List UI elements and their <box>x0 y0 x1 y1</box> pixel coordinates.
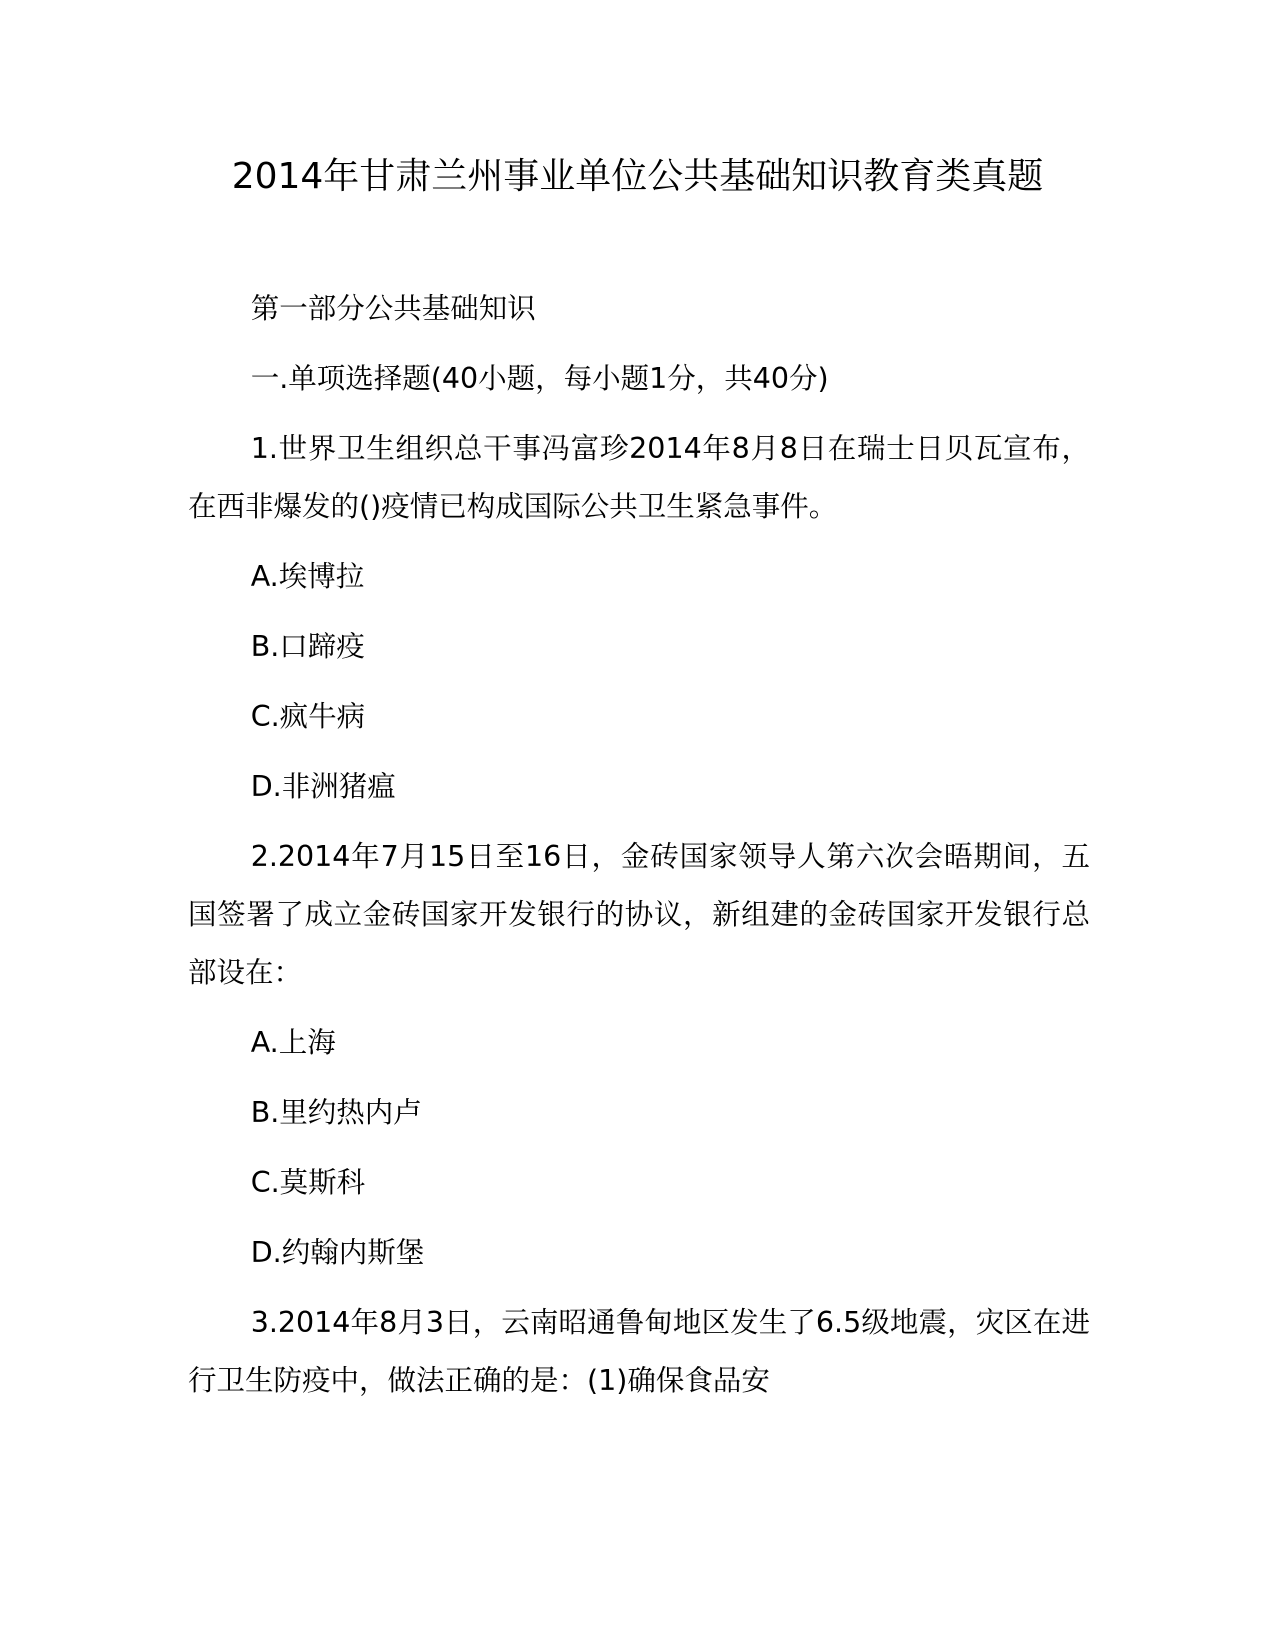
document-body <box>188 280 1090 1422</box>
question-1-option-d: D.非洲猪瘟 <box>250 770 396 803</box>
question-type-heading: 一.单项选择题(40小题，每小题1分，共40分) <box>250 362 829 395</box>
question-2-option-a: A.上海 <box>250 1026 336 1059</box>
question-2-option-c: C.莫斯科 <box>250 1166 366 1199</box>
question-1-option-a: A.埃博拉 <box>250 560 365 593</box>
question-1: 1.世界卫生组织总干事冯富珍2014年8月8日在瑞士日贝瓦宣布，在西非爆发的()疫情已构成国际公共卫生紧急事件。 <box>188 432 1090 523</box>
question-1-option-c: C.疯牛病 <box>250 700 366 733</box>
question-3: 3.2014年8月3日，云南昭通鲁甸地区发生了6.5级地震，灾区在进行卫生防疫中，做法正确的是：(1)确保食品安 <box>188 1306 1090 1397</box>
question-2: 2.2014年7月15日至16日，金砖国家领导人第六次会晤期间，五国签署了成立金砖国家开发银行的协议，新组建的金砖国家开发银行总部设在： <box>188 840 1090 989</box>
document-title: 2014年甘肃兰州事业单位公共基础知识教育类真题 <box>231 156 1044 197</box>
question-2-option-b: B.里约热内卢 <box>250 1096 422 1129</box>
question-2-option-d: D.约翰内斯堡 <box>250 1236 425 1269</box>
section-heading: 第一部分公共基础知识 <box>250 292 536 325</box>
question-1-option-b: B.口蹄疫 <box>250 630 365 663</box>
